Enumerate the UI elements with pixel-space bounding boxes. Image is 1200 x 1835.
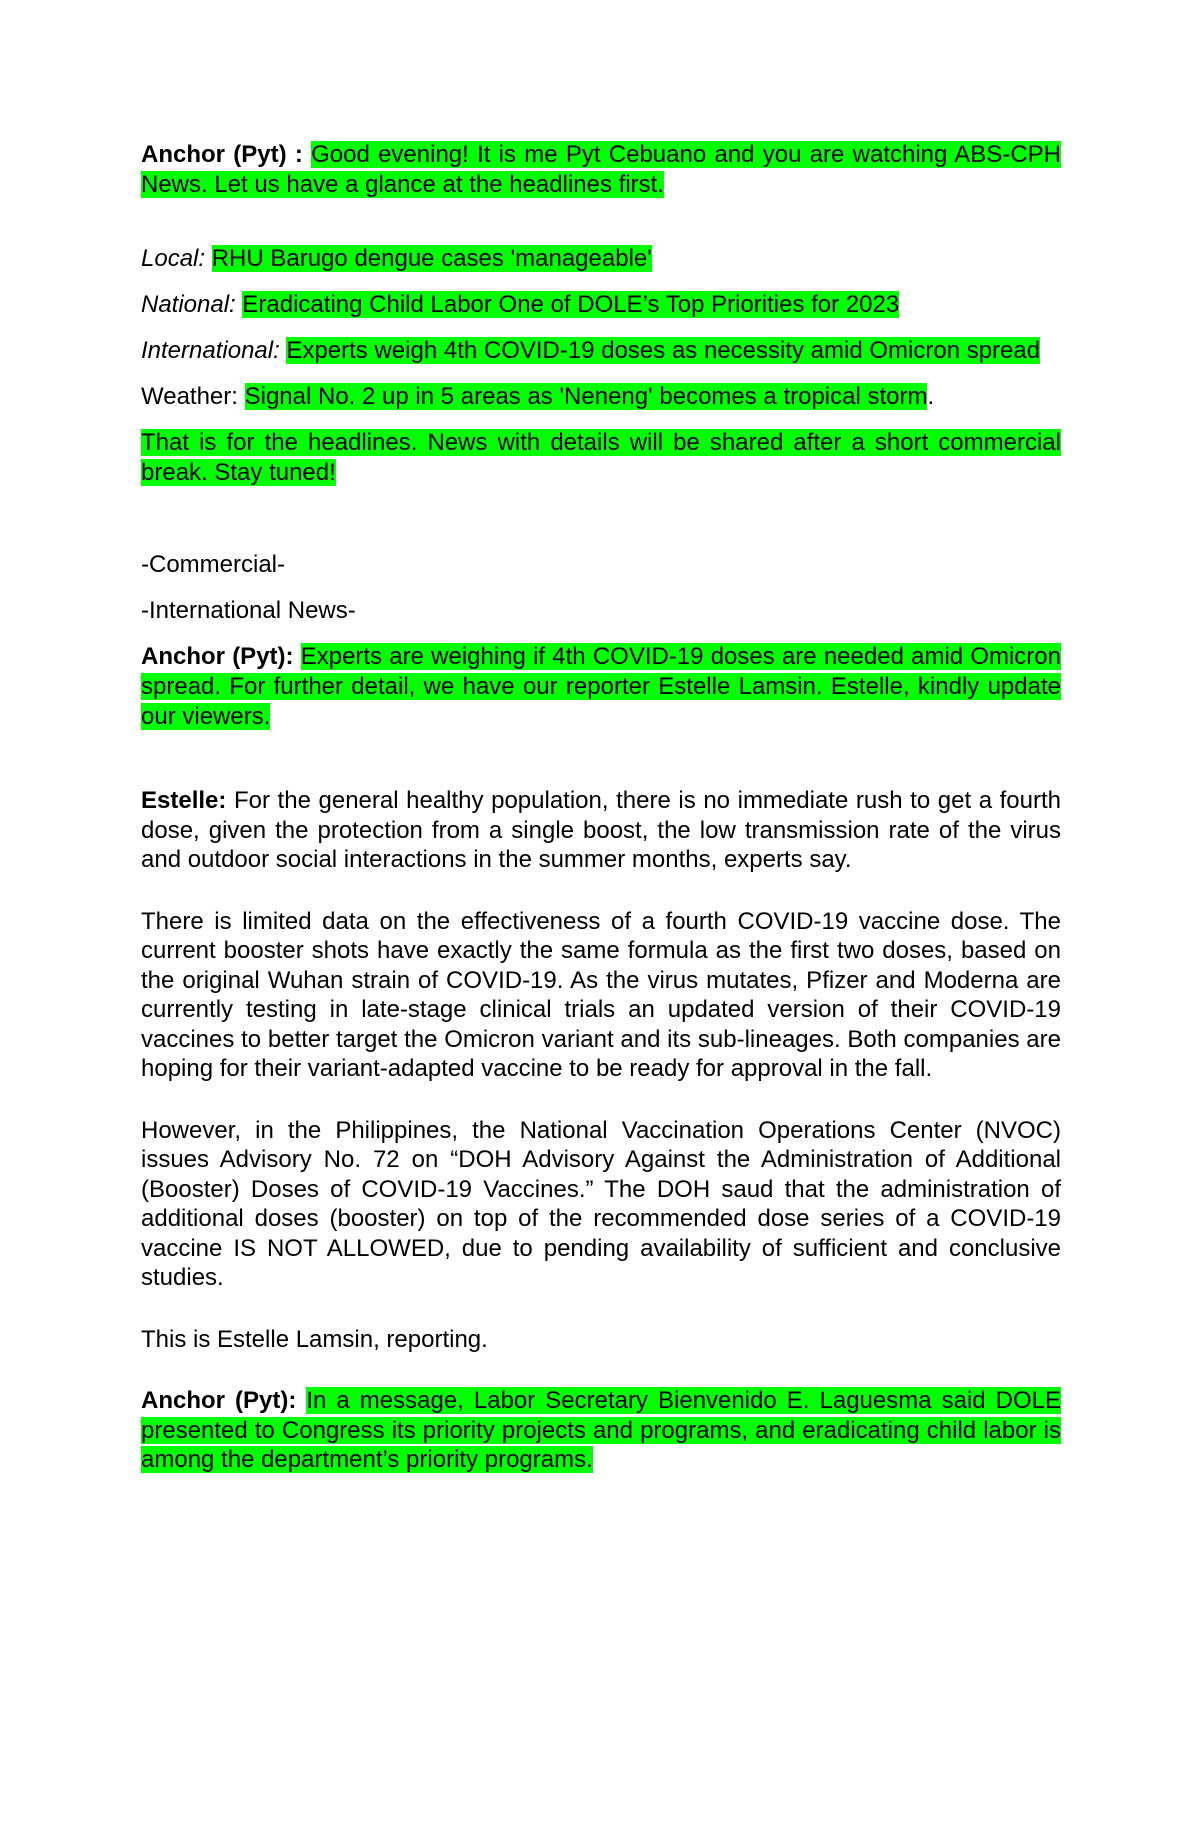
anchor-national-paragraph	[141, 1386, 1061, 1475]
segment-international-news: -International News-	[141, 597, 356, 624]
headline-text: Eradicating Child Labor One of DOLE’s Top Priorities for 2023	[242, 291, 900, 318]
speaker-label: Anchor (Pyt):	[141, 643, 294, 670]
headline-suffix: .	[927, 383, 935, 410]
reporter-paragraph-2: There is limited data on the effectiveness of a fourth COVID-19 vaccine dose. The current booster shots have exactly the same formula as the first two doses, based on the original Wuhan strain of COVID-19. As the virus mutates, Pfizer and Moderna are currently testing in late-stage clinical trials an updated version of their COVID-19 vaccines to better target the Omicron variant and its sub-lineages. Both companies are hoping for their variant-adapted vaccine to be ready for approval in the fall.	[141, 907, 1061, 1082]
reporter-text: For the general healthy population, there is no immediate rush to get a fourth dose, given the protection from a single boost, the low transmission rate of the virus and outdoor social interactions in the summer months, experts say.	[141, 787, 1062, 873]
anchor-text: In a message, Labor Secretary Bienvenido E. Laguesma said DOLE presented to Congress its priority projects and programs, and eradicating child labor is among the department’s priority programs.	[141, 1387, 1062, 1473]
headline-text: RHU Barugo dengue cases 'manageable'	[211, 245, 652, 272]
headline-label: International:	[141, 337, 280, 364]
speaker-label: Anchor (Pyt) :	[141, 141, 303, 168]
reporter-paragraph-3: However, in the Philippines, the National Vaccination Operations Center (NVOC) issues Advisory No. 72 on “DOH Advisory Against the Administration of Additional (Booster) Doses of COVID-19 Vaccines.” The DOH saud that the administration of additional doses (booster) on top of the recommended dose series of a COVID-19 vaccine IS NOT ALLOWED, due to pending availability of sufficient and conclusive studies.	[141, 1116, 1061, 1291]
intro-text: Good evening! It is me Pyt Cebuano and you are watching ABS-CPH News. Let us have a glance at the headlines first.	[141, 141, 1061, 198]
headline-closing	[141, 428, 1061, 488]
speaker-label: Anchor (Pyt):	[141, 1387, 297, 1414]
headline-label: Local:	[141, 245, 206, 272]
news-script	[141, 140, 1061, 1475]
anchor-international-paragraph	[141, 642, 1061, 732]
headline-national	[141, 290, 1061, 320]
reporter-signoff: This is Estelle Lamsin, reporting.	[141, 1325, 488, 1353]
headline-weather	[141, 382, 1061, 412]
intro-paragraph	[141, 140, 1061, 200]
headline-international	[141, 336, 1061, 366]
reporter-paragraph-1	[141, 786, 1061, 875]
anchor-text: Experts are weighing if 4th COVID-19 doses are needed amid Omicron spread. For further detail, we have our reporter Estelle Lamsin. Estelle, kindly update our viewers.	[141, 643, 1061, 730]
speaker-label: Estelle:	[141, 787, 227, 814]
headline-text: Signal No. 2 up in 5 areas as 'Neneng' becomes a tropical storm	[244, 383, 928, 410]
headline-label: National:	[141, 291, 236, 318]
segment-commercial: -Commercial-	[141, 551, 285, 578]
headline-label: Weather:	[141, 383, 238, 410]
closing-text: That is for the headlines. News with details will be shared after a short commercial break. Stay tuned!	[141, 429, 1061, 486]
headline-local	[141, 244, 1061, 274]
headline-text: Experts weigh 4th COVID-19 doses as necessity amid Omicron spread	[286, 337, 1041, 364]
